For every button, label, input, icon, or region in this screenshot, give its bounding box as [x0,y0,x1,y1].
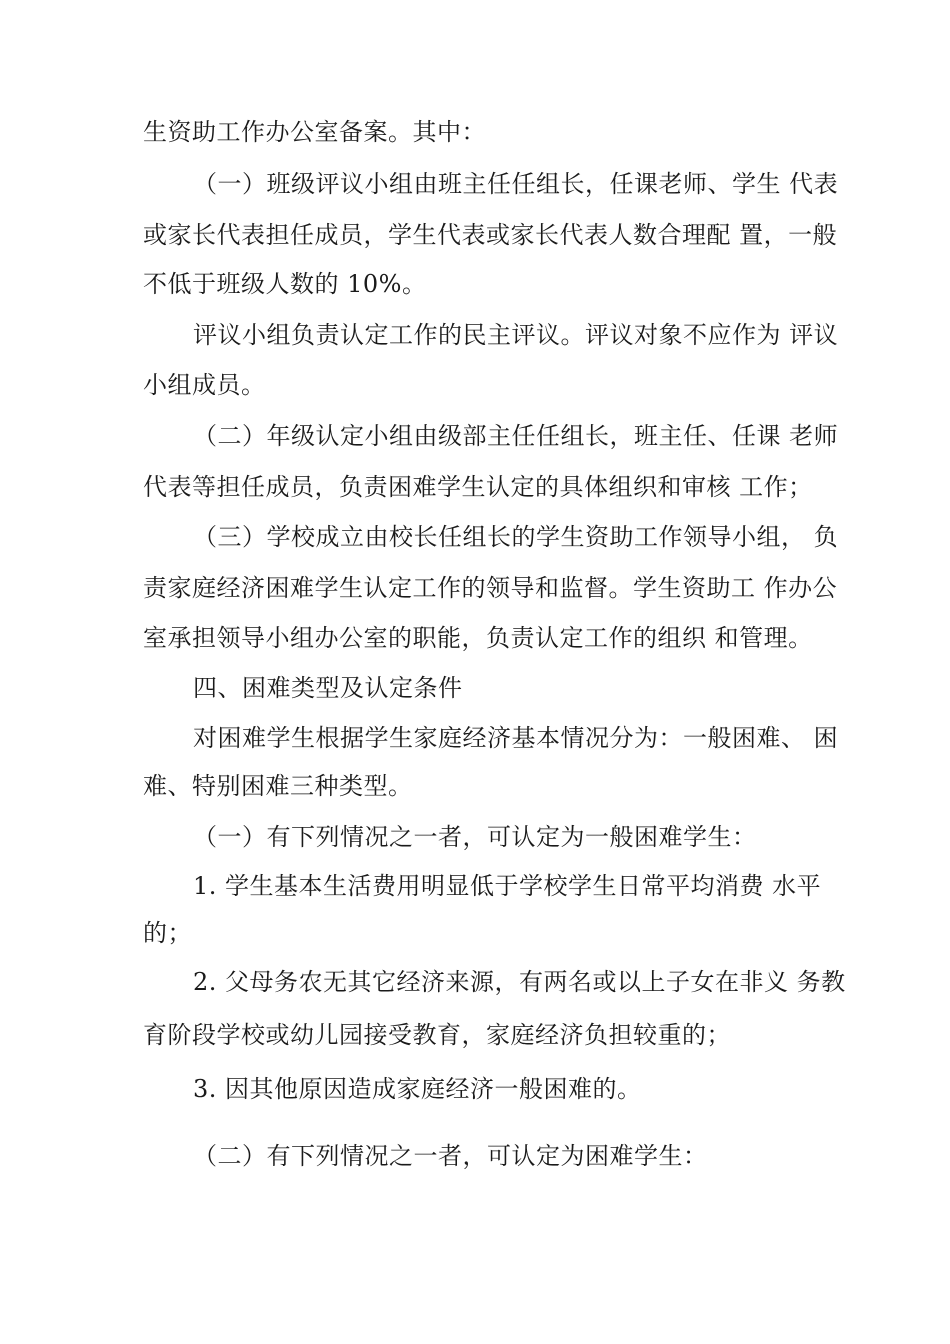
paragraph-line: （二）年级认定小组由级部主任任组长，班主任、任课 老师 [193,422,839,450]
list-item-line: 3. 因其他原因造成家庭经济一般困难的。 [193,1075,642,1103]
paragraph-line: 责家庭经济困难学生认定工作的领导和监督。学生资助工 作办公 [143,574,838,602]
list-item-line: 1. 学生基本生活费用明显低于学校学生日常平均消费 水平 [193,872,822,900]
paragraph-line: 代表等担任成员，负责困难学生认定的具体组织和审核 工作； [143,473,813,501]
list-item-line: 的； [143,919,192,947]
paragraph-line: 难、特别困难三种类型。 [143,772,413,800]
paragraph-line: （二）有下列情况之一者，可认定为困难学生： [193,1142,708,1170]
paragraph-line: 对困难学生根据学生家庭经济基本情况分为：一般困难、 困 [193,724,839,752]
paragraph-line: 小组成员。 [143,371,266,399]
paragraph-line: 评议小组负责认定工作的民主评议。评议对象不应作为 评议 [193,321,839,349]
list-item-line: 育阶段学校或幼儿园接受教育，家庭经济负担较重的； [143,1021,731,1049]
list-item-line: 2. 父母务农无其它经济来源，有两名或以上子女在非义 务教 [193,968,846,996]
paragraph-line: （一）班级评议小组由班主任任组长，任课老师、学生 代表 [193,170,839,198]
paragraph-line: 或家长代表担任成员，学生代表或家长代表人数合理配 置，一般 [143,221,838,249]
paragraph-line: （三）学校成立由校长任组长的学生资助工作领导小组， 负 [193,523,839,551]
paragraph-line: 生资助工作办公室备案。其中： [143,118,486,146]
paragraph-line: 室承担领导小组办公室的职能，负责认定工作的组织 和管理。 [143,624,813,652]
section-heading: 四、困难类型及认定条件 [193,674,463,702]
paragraph-line: （一）有下列情况之一者，可认定为一般困难学生： [193,823,757,851]
paragraph-line: 不低于班级人数的 10%。 [143,270,427,298]
